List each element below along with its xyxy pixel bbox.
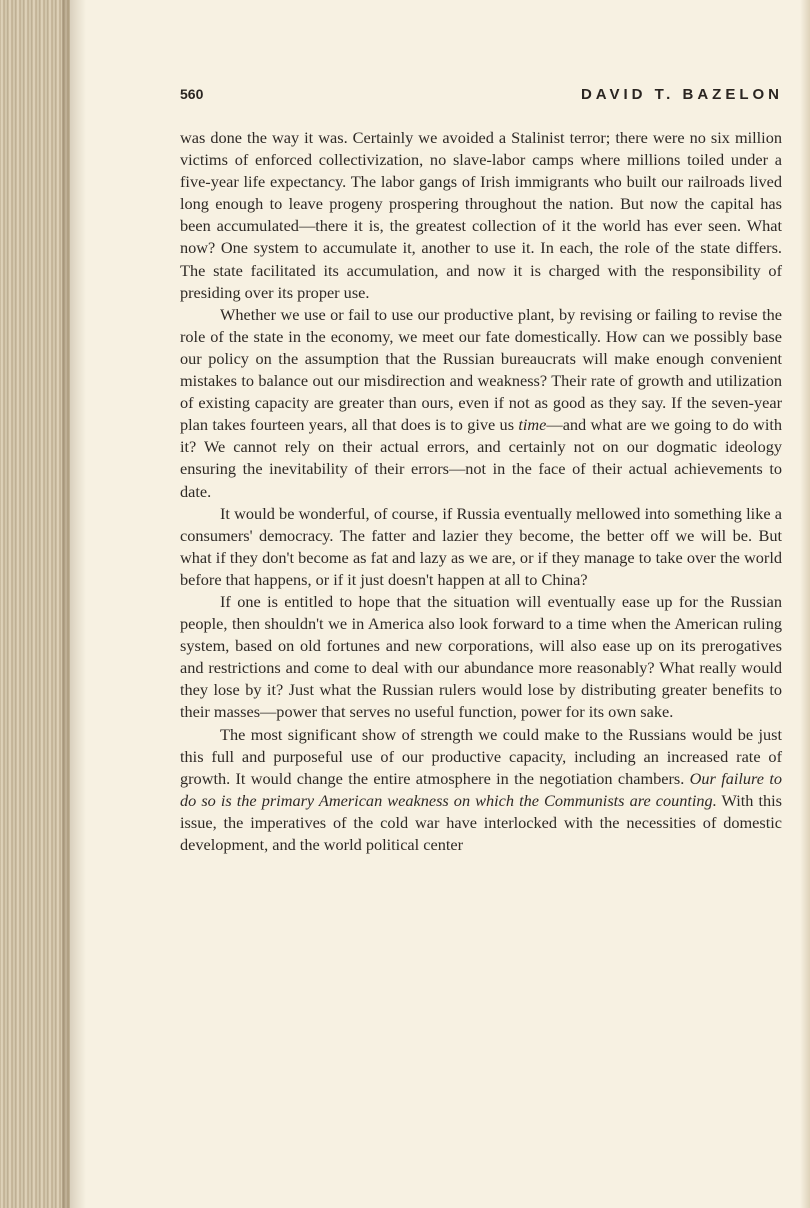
paragraph-5: [180, 724, 782, 857]
paragraph-2-text-a: Whether we use or fail to use our productive plant, by revising or failing to revise the role of the state in the economy, we meet our fate domestically. How can we possibly base our policy on the assumption that the Russian bureaucrats will make enough convenient mistakes to balance out our misdirection and weakness? Their rate of growth and utilization of existing capacity are greater than ours, even if not as good as they say. If the seven-year plan takes fourteen years, all that does is to give us: [180, 304, 782, 435]
paragraph-2-emphasis: time: [518, 415, 547, 435]
page-header: [180, 86, 783, 108]
paragraph-4-text: If one is entitled to hope that the situation will eventually ease up for the Russian people, then shouldn't we in America also look forward to a time when the American ruling system, based on old fortunes and new corporations, will also ease up on its prerogatives and restrictions and come to deal with our abundance more reasonably? What really would they lose by it? Just what the Russian rulers would lose by distributing greater benefits to their masses—power that serves no useful function, power for its own sake.: [180, 591, 782, 722]
paragraph-2: [180, 304, 782, 503]
book-binding-edge: [0, 0, 70, 1208]
paragraph-3-text: It would be wonderful, of course, if Russia eventually mellowed into something like a consumers' democracy. The fatter and lazier they become, the better off we will be. But what if they don't become as fat and lazy as we are, or if they manage to take over the world before that happens, or if it just doesn't happen at all to China?: [180, 503, 782, 589]
paragraph-1: [180, 127, 782, 304]
gutter-shadow: [62, 0, 86, 1208]
paragraph-1-text: was done the way it was. Certainly we avoided a Stalinist terror; there were no six million victims of enforced collectivization, no slave-labor camps where millions toiled under a five-year life expectancy. The labor gangs of Irish immigrants who built our railroads lived long enough to leave progeny prospering throughout the nation. But now the capital has been accumulated—there it is, the greatest collection of it the world has ever seen. What now? One system to accumulate it, another to use it. In each, the role of the state differs. The state facilitated its accumulation, and now it is charged with the responsibility of presiding over its proper use.: [180, 128, 782, 302]
running-head: DAVID T. BAZELON: [580, 86, 783, 103]
body-text: [180, 127, 782, 856]
paragraph-5-text-a: The most significant show of strength we could make to the Russians would be just this full and purposeful use of our productive capacity, including an increased rate of growth. It would change the entire atmosphere in the negotiation chambers.: [180, 724, 782, 788]
paragraph-2-text-b: —and what are we going to do with it? We cannot rely on their actual errors, and certainly not on our dogmatic ideology ensuring the inevitability of their errors—not in the face of their actual achievements to date.: [180, 415, 783, 501]
page-edge: [800, 0, 810, 1208]
paragraph-3: [180, 503, 782, 591]
paragraph-4: [180, 591, 782, 724]
page-number: 560: [180, 86, 204, 102]
paragraph-5-emphasis: Our failure to do so is the primary American weakness on which the Communists are counting.: [180, 768, 782, 810]
paragraph-5-text-b: With this issue, the imperatives of the cold war have interlocked with the necessities of domestic development, and the world political center: [180, 790, 782, 854]
